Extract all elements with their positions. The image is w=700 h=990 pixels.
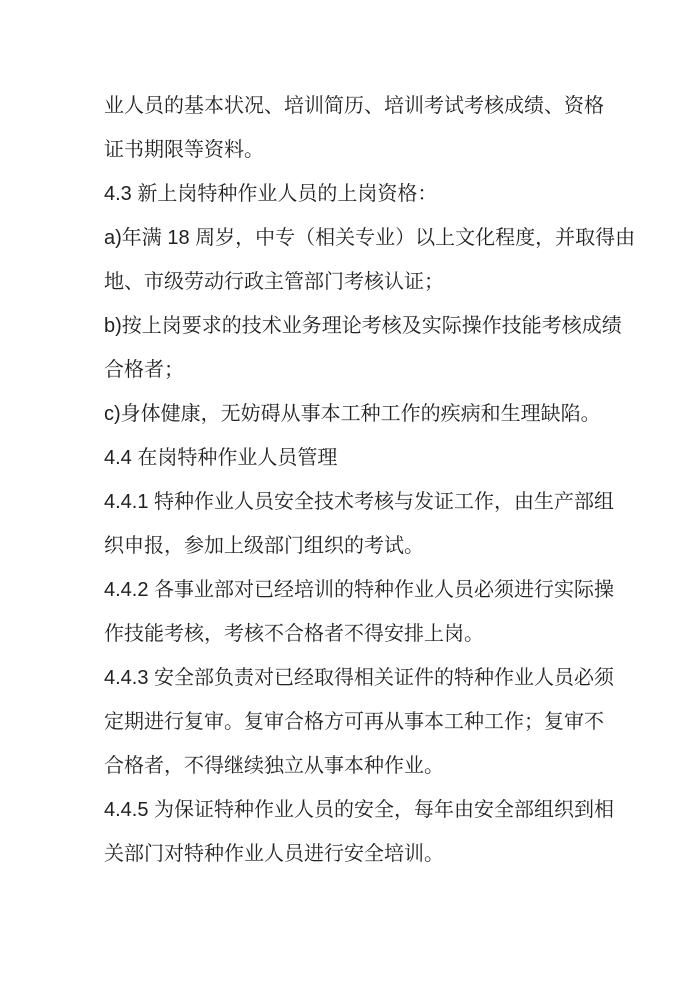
text-line: c)身体健康，无妨碍从事本工种工作的疾病和生理缺陷。	[104, 403, 601, 425]
text-line: 业人员的基本状况、培训简历、培训考试考核成绩、资格	[104, 95, 604, 117]
text-line: 合格者；	[104, 359, 184, 381]
text-line: 地、市级劳动行政主管部门考核认证；	[104, 271, 444, 293]
text-line: 织申报，参加上级部门组织的考试。	[104, 535, 424, 557]
paragraph-section-4-4-2	[104, 568, 616, 656]
text-line: 作技能考核，考核不合格者不得安排上岗。	[104, 623, 484, 645]
text-line: 合格者，不得继续独立从事本种作业。	[104, 755, 444, 777]
paragraph-item-a	[104, 216, 636, 304]
text-line: 4.4.3 安全部负责对已经取得相关证件的特种作业人员必须	[104, 667, 615, 689]
text-line: 定期进行复审。复审合格方可再从事本工种工作；复审不	[104, 711, 604, 733]
paragraph-item-b	[104, 304, 622, 392]
text-line: 关部门对特种作业人员进行安全培训。	[104, 843, 444, 865]
text-line: 4.4.5 为保证特种作业人员的安全，每年由安全部组织到相	[104, 799, 615, 821]
document-text-column	[104, 84, 636, 876]
paragraph-section-4-3	[104, 172, 616, 216]
section-heading-line: 4.4 在岗特种作业人员管理	[104, 447, 338, 469]
paragraph-item-c	[104, 392, 616, 436]
paragraph-section-4-4	[104, 436, 616, 480]
text-line: 4.4.2 各事业部对已经培训的特种作业人员必须进行实际操	[104, 579, 615, 601]
paragraph-continuation-intro	[104, 84, 616, 172]
text-line: 证书期限等资料。	[104, 139, 264, 161]
text-line: b)按上岗要求的技术业务理论考核及实际操作技能考核成绩	[104, 315, 622, 337]
text-line: 4.4.1 特种作业人员安全技术考核与发证工作，由生产部组	[104, 491, 615, 513]
text-line: a)年满 18 周岁，中专（相关专业）以上文化程度，并取得由	[104, 227, 636, 249]
paragraph-section-4-4-3	[104, 656, 616, 788]
paragraph-section-4-4-5	[104, 788, 616, 876]
section-heading-line: 4.3 新上岗特种作业人员的上岗资格：	[104, 183, 438, 205]
paragraph-section-4-4-1	[104, 480, 616, 568]
